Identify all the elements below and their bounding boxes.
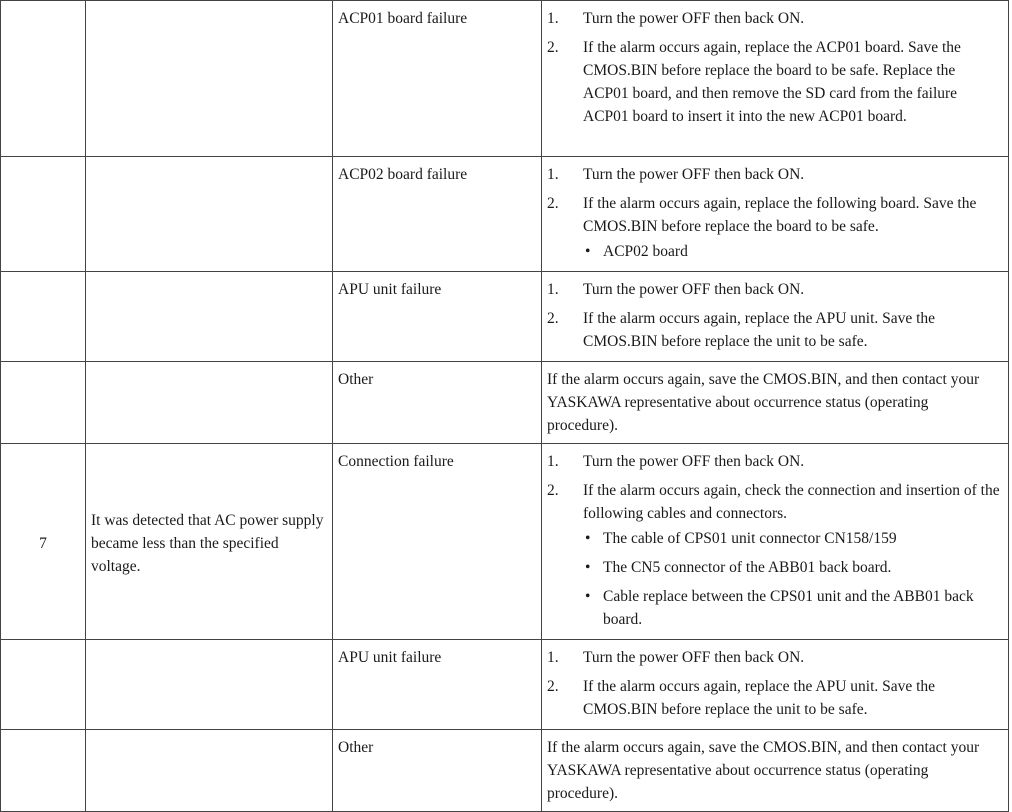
step-number: 1. [547,453,559,470]
bullet-item [583,527,1003,550]
bullet-icon: • [585,530,591,547]
alarm-description-cell [86,362,333,444]
table-row [1,362,1009,444]
bullet-item [583,556,1003,579]
cause-cell: Other [333,730,542,812]
cause-cell: APU unit failure [333,640,542,730]
step-text: If the alarm occurs again, replace the APU unit. Save the CMOS.BIN before replace the unit to be safe. [583,678,936,718]
remedy-cell [542,1,1009,157]
alarm-description-cell: It was detected that AC power supply became less than the specified voltage. [86,444,333,640]
alarm-number-cell: 7 [1,444,86,640]
remedy-cell [542,157,1009,272]
remedy-cell [542,444,1009,640]
table-row [1,730,1009,812]
alarm-number-cell [1,362,86,444]
remedy-step [547,192,1003,238]
step-number: 2. [547,195,559,212]
step-text: If the alarm occurs again, replace the ACP01 board. Save the CMOS.BIN before replace the board to be safe. Replace the ACP01 board, and then remove the SD card from the failure ACP01 board to insert it into the new ACP01 board. [583,39,961,125]
step-text: If the alarm occurs again, replace the following board. Save the CMOS.BIN before replace the board to be safe. [583,195,977,235]
step-text: If the alarm occurs again, replace the APU unit. Save the CMOS.BIN before replace the unit to be safe. [583,310,936,350]
alarm-number-cell [1,640,86,730]
remedy-text: If the alarm occurs again, save the CMOS.BIN, and then contact your YASKAWA representative about occurrence status (operating procedure). [547,739,980,802]
alarm-number-cell [1,1,86,157]
remedy-step [547,163,1003,186]
alarm-description-cell [86,640,333,730]
cause-cell: ACP01 board failure [333,1,542,157]
remedy-step [547,675,1003,721]
step-number: 2. [547,39,559,56]
alarm-number-cell [1,272,86,362]
step-number: 2. [547,310,559,327]
bullet-list [583,240,1003,263]
remedy-step [547,7,1003,30]
step-text: Turn the power OFF then back ON. [583,166,805,183]
step-text: Turn the power OFF then back ON. [583,281,805,298]
table-row [1,157,1009,272]
step-text: Turn the power OFF then back ON. [583,453,805,470]
bullet-text: The cable of CPS01 unit connector CN158/159 [603,530,897,547]
remedy-cell [542,640,1009,730]
bullet-item [583,585,1003,631]
step-number: 1. [547,649,559,666]
remedy-cell [542,362,1009,444]
bullet-text: Cable replace between the CPS01 unit and the ABB01 back board. [603,588,974,628]
table-row [1,444,1009,640]
remedy-step [547,307,1003,353]
cause-cell: Other [333,362,542,444]
remedy-step [547,646,1003,669]
cause-cell: ACP02 board failure [333,157,542,272]
alarm-number-cell [1,157,86,272]
remedy-step [547,36,1003,128]
alarm-number-cell [1,730,86,812]
alarm-description-cell [86,1,333,157]
step-text: Turn the power OFF then back ON. [583,10,805,27]
cause-cell: Connection failure [333,444,542,640]
step-text: Turn the power OFF then back ON. [583,649,805,666]
table-row [1,640,1009,730]
bullet-icon: • [585,559,591,576]
remedy-step [547,450,1003,473]
step-number: 2. [547,678,559,695]
step-number: 1. [547,10,559,27]
bullet-text: The CN5 connector of the ABB01 back board. [603,559,892,576]
alarm-description-cell [86,730,333,812]
alarm-description-cell [86,157,333,272]
step-number: 1. [547,281,559,298]
alarm-description-cell [86,272,333,362]
table-row [1,1,1009,157]
remedy-step [547,479,1003,525]
remedy-cell [542,730,1009,812]
step-number: 2. [547,482,559,499]
remedy-text: If the alarm occurs again, save the CMOS.BIN, and then contact your YASKAWA representative about occurrence status (operating procedure). [547,371,980,434]
bullet-icon: • [585,588,591,605]
cause-cell: APU unit failure [333,272,542,362]
remedy-cell [542,272,1009,362]
bullet-item [583,240,1003,263]
bullet-text: ACP02 board [603,243,688,260]
step-text: If the alarm occurs again, check the connection and insertion of the following cables and connectors. [583,482,1000,522]
bullet-icon: • [585,243,591,260]
step-number: 1. [547,166,559,183]
remedy-step [547,278,1003,301]
table-row [1,272,1009,362]
bullet-list [583,527,1003,631]
